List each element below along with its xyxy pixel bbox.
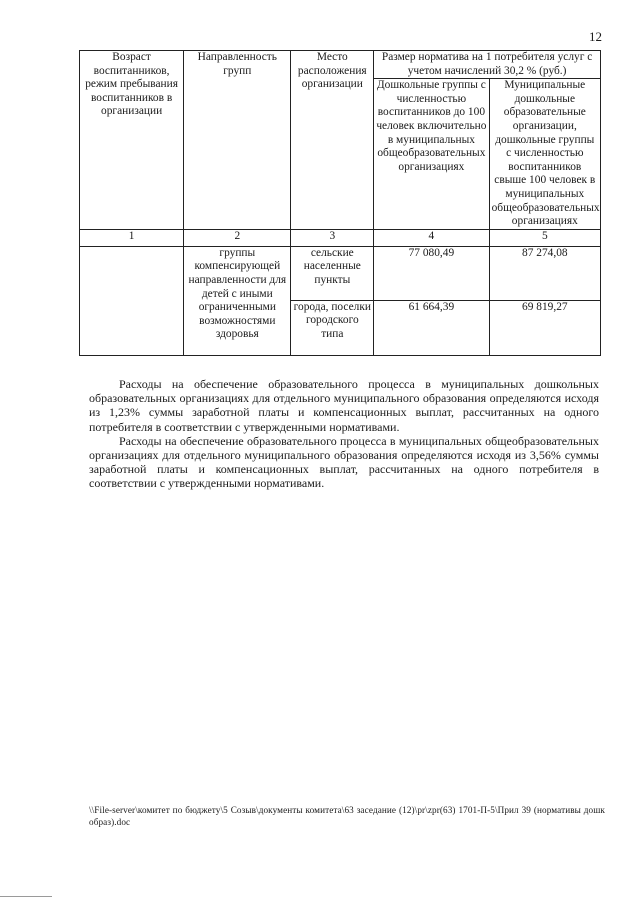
bottom-edge-line [0, 896, 52, 897]
body-text [89, 377, 599, 491]
header-norm-title: Размер норматива на 1 потребителя услуг с учетом начислений 30,2 % (руб.) [374, 51, 601, 79]
location-cell: сельские населенные пункты [291, 246, 374, 300]
header-col5: Муниципальные дошкольные образовательные организации, дошкольные группы с численностью воспитанников свыше 100 человек в муниципальных общеобразовательных организациях [489, 79, 600, 230]
age-cell-empty [80, 246, 184, 355]
page-number: 12 [589, 29, 602, 44]
col-number: 3 [291, 229, 374, 246]
value-col5: 87 274,08 [489, 246, 600, 300]
value-col4: 77 080,49 [374, 246, 489, 300]
col-number: 2 [184, 229, 291, 246]
value-col5: 69 819,27 [489, 300, 600, 355]
header-age: Возраст воспитанников, режим пребывания воспитанников в организации [80, 51, 184, 230]
table-row [80, 246, 601, 300]
col-number: 5 [489, 229, 600, 246]
footer-file-path: \\File-server\комитет по бюджету\5 Созыв\документы комитета\63 заседание (12)\pr\zpr(63) 1701-П-5\Прил 39 (нормативы дошк образ).doc [89, 805, 605, 827]
header-location: Место расположения организации [291, 51, 374, 230]
norm-table [79, 50, 601, 356]
paragraph: Расходы на обеспечение образовательного процесса в муниципальных общеобразовательных организациях для отдельного муниципального образования определяются исходя из 3,56% суммы заработной платы и компенсационных выплат, рассчитанных на одного потребителя в соответствии с утвержденными нормативами. [89, 433, 599, 491]
value-col4: 61 664,39 [374, 300, 489, 355]
col-number: 1 [80, 229, 184, 246]
group-cell: группы компенсирующей направленности для детей с иными ограниченными возможностями здоровья [184, 246, 291, 355]
location-cell: города, поселки городского типа [291, 300, 374, 355]
header-col4: Дошкольные группы с численностью воспитанников до 100 человек включительно в муниципальных общеобразовательных организациях [374, 79, 489, 230]
col-number: 4 [374, 229, 489, 246]
header-direction: Направленность групп [184, 51, 291, 230]
paragraph: Расходы на обеспечение образовательного процесса в муниципальных дошкольных образовательных организациях для отдельного муниципального образования определяются исходя из 1,23% суммы заработной платы и компенсационных выплат, рассчитанных на одного потребителя в соответствии с утвержденными нормативами. [89, 377, 599, 434]
